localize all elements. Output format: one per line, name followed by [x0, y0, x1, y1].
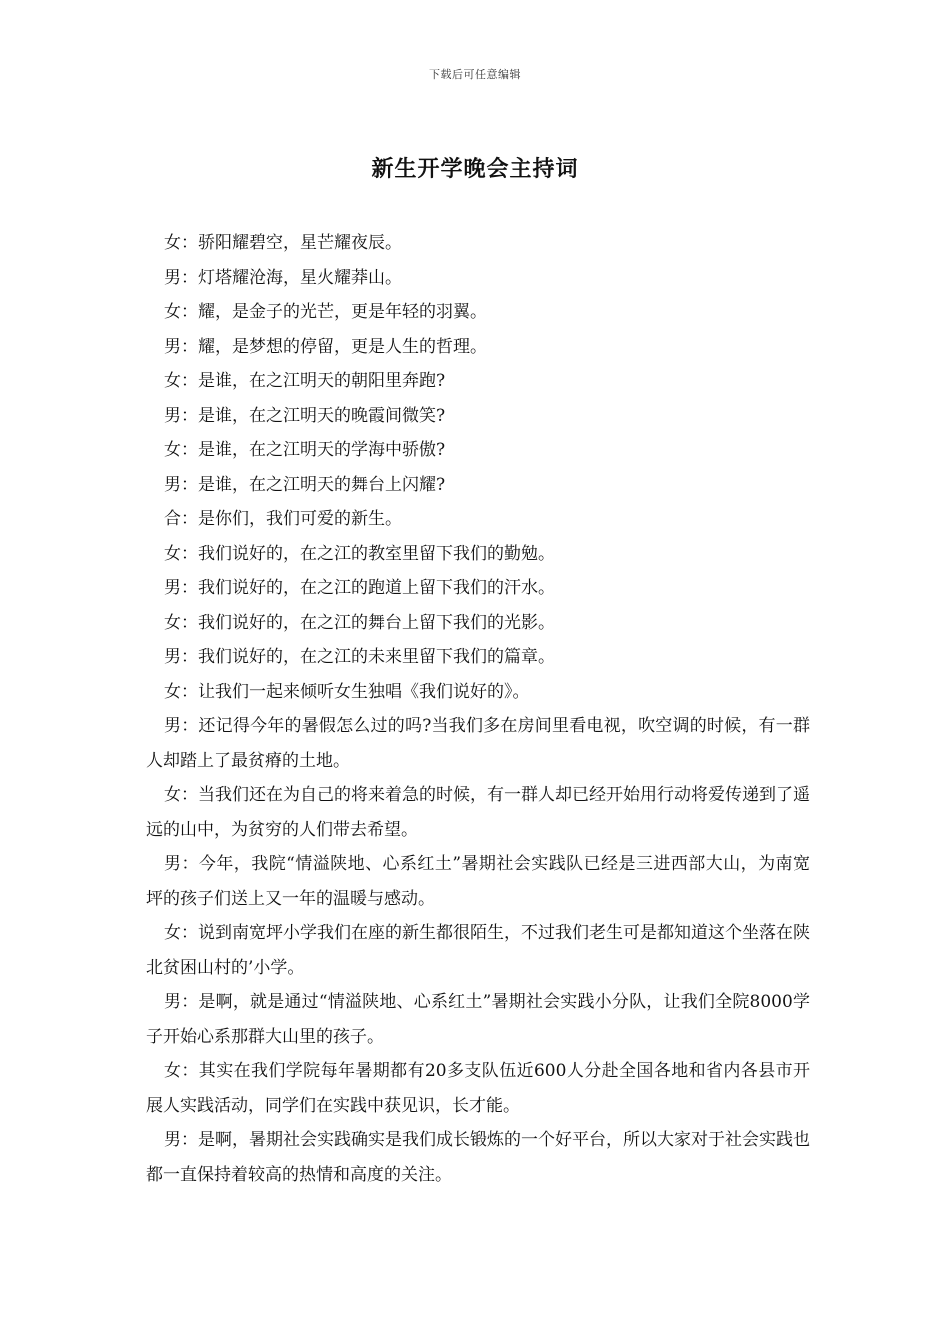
- page-header-note: 下载后可任意编辑: [429, 68, 521, 81]
- script-line: 女：说到南宽坪小学我们在座的新生都很陌生，不过我们老生可是都知道这个坐落在陕北贫困山村的’小学。: [146, 923, 810, 978]
- script-line: 男：我们说好的，在之江的未来里留下我们的篇章。: [164, 647, 555, 667]
- script-line: 男：是啊，暑期社会实践确实是我们成长锻炼的一个好平台，所以大家对于社会实践也都一直保持着较高的热情和高度的关注。: [146, 1130, 810, 1185]
- script-line: 女：当我们还在为自己的将来着急的时候，有一群人却已经开始用行动将爱传递到了遥远的山中，为贫穷的人们带去希望。: [146, 785, 810, 840]
- script-line: 女：让我们一起来倾听女生独唱《我们说好的》。: [164, 681, 530, 702]
- script-line: 女：骄阳耀碧空，星芒耀夜辰。: [164, 233, 402, 253]
- script-line: 合：是你们，我们可爱的新生。: [164, 509, 402, 529]
- script-line: 女：耀，是金子的光芒，更是年轻的羽翼。: [164, 302, 487, 322]
- script-line: 女：其实在我们学院每年暑期都有20多支队伍近600人分赴全国各地和省内各县市开展人实践活动，同学们在实践中获见识，长才能。: [146, 1061, 810, 1116]
- script-line: 女：是谁，在之江明天的朝阳里奔跑?: [164, 371, 446, 391]
- script-line: 男：灯塔耀沧海，星火耀莽山。: [164, 267, 402, 288]
- script-line: 男：是啊，就是通过“情溢陕地、心系红土”暑期社会实践小分队，让我们全院8000学子开始心系那群大山里的孩子。: [146, 992, 810, 1047]
- document-body: [146, 226, 810, 1192]
- script-line: 男：我们说好的，在之江的跑道上留下我们的汗水。: [164, 578, 555, 598]
- script-line: 女：我们说好的，在之江的舞台上留下我们的光影。: [164, 612, 555, 633]
- script-line: 男：还记得今年的暑假怎么过的吗?当我们多在房间里看电视，吹空调的时候，有一群人却踏上了最贫瘠的土地。: [146, 716, 810, 771]
- script-line: 男：今年，我院“情溢陕地、心系红土”暑期社会实践队已经是三进西部大山，为南宽坪的孩子们送上又一年的温暖与感动。: [146, 854, 810, 909]
- script-line: 女：我们说好的，在之江的教室里留下我们的勤勉。: [164, 543, 555, 564]
- script-line: 女：是谁，在之江明天的学海中骄傲?: [164, 440, 446, 460]
- document-title: 新生开学晚会主持词: [371, 156, 579, 182]
- script-line: 男：耀，是梦想的停留，更是人生的哲理。: [164, 336, 487, 357]
- script-line: 男：是谁，在之江明天的晚霞间微笑?: [164, 405, 446, 426]
- script-line: 男：是谁，在之江明天的舞台上闪耀?: [164, 474, 446, 495]
